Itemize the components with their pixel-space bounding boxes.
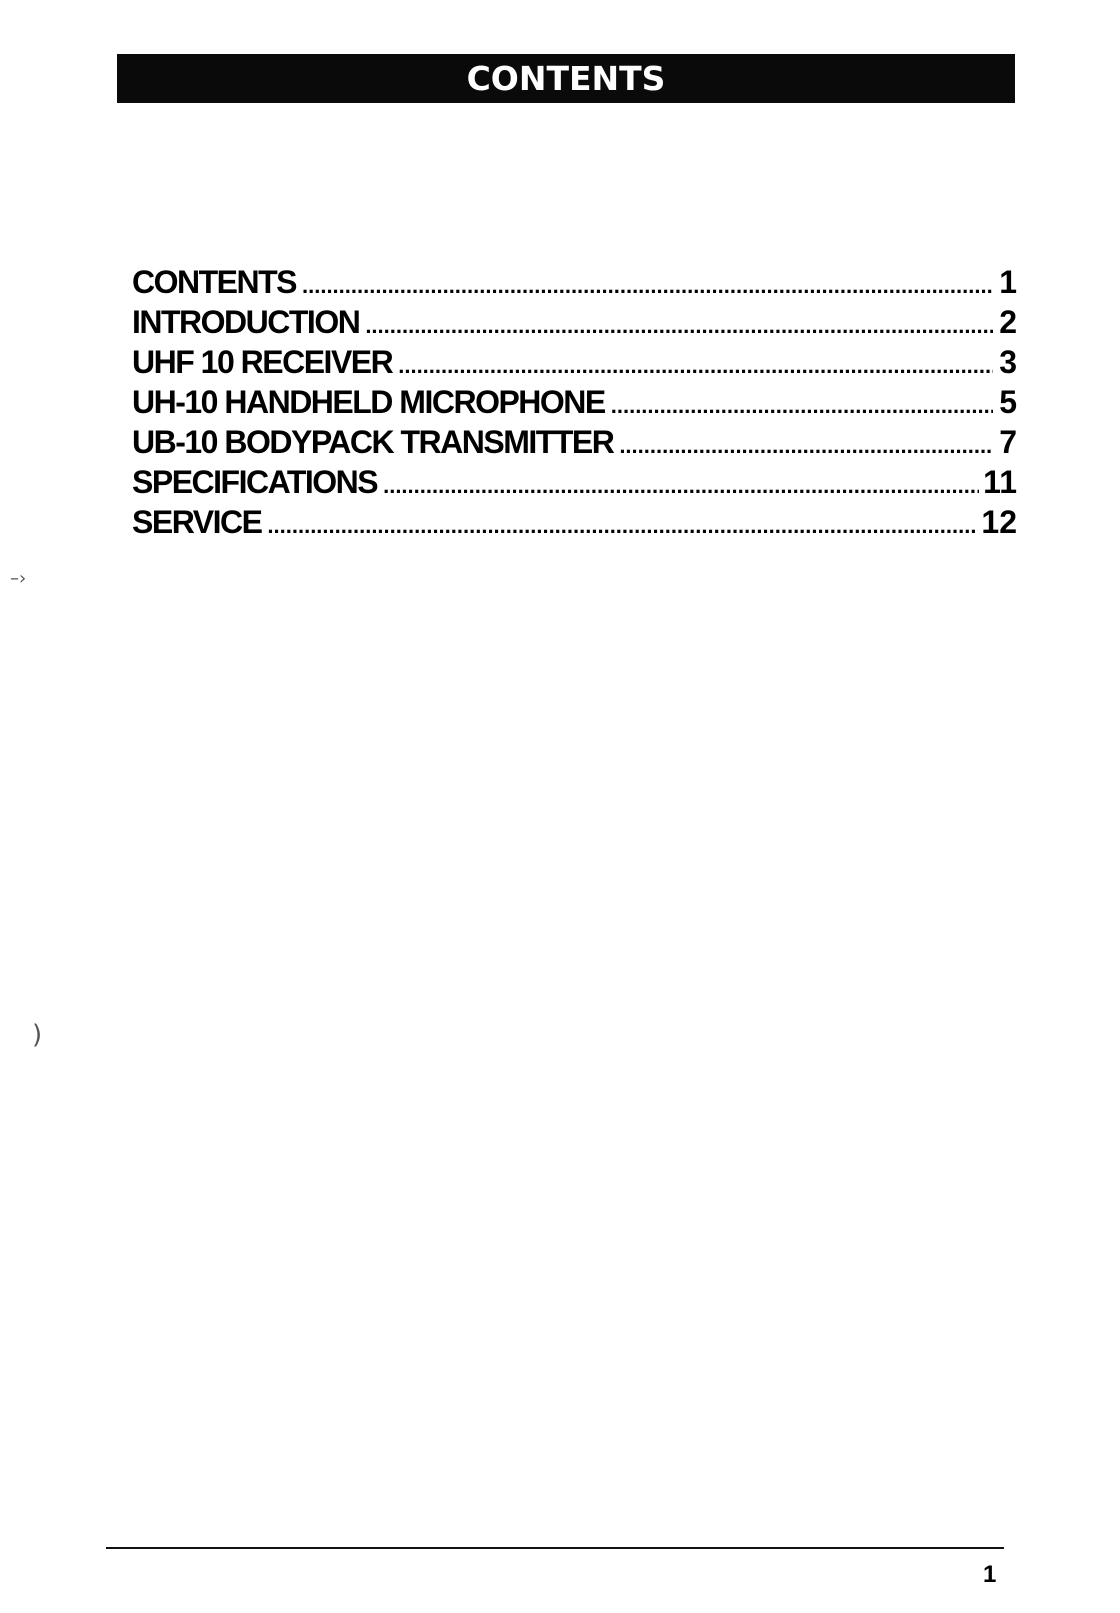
margin-paren-mark: ) — [32, 1020, 43, 1050]
toc-dot-leader — [365, 306, 993, 346]
toc-entry-service[interactable] — [132, 502, 1017, 542]
toc-entry-title: SERVICE — [132, 504, 262, 540]
toc-dot-leader — [302, 266, 993, 306]
toc-entry-title: INTRODUCTION — [132, 304, 360, 340]
toc-dot-leader — [611, 386, 993, 426]
toc-entry-introduction[interactable] — [132, 302, 1017, 342]
toc-entry-page: 7 — [999, 424, 1017, 460]
toc-entry-page: 12 — [981, 504, 1017, 540]
toc-entry-title: UB-10 BODYPACK TRANSMITTER — [132, 424, 614, 460]
toc-entry-title: UH-10 HANDHELD MICROPHONE — [132, 384, 605, 420]
table-of-contents — [132, 262, 1017, 542]
toc-entry-ub10-bodypack-transmitter[interactable] — [132, 422, 1017, 462]
toc-entry-page: 2 — [999, 304, 1017, 340]
toc-entry-title: CONTENTS — [132, 264, 296, 300]
toc-entry-page: 3 — [999, 344, 1017, 380]
toc-entry-title: UHF 10 RECEIVER — [132, 344, 393, 380]
margin-arrow-mark: –› — [10, 568, 27, 589]
toc-dot-leader — [398, 346, 993, 386]
toc-entry-uh10-handheld-microphone[interactable] — [132, 382, 1017, 422]
toc-entry-page: 5 — [999, 384, 1017, 420]
toc-dot-leader — [619, 426, 993, 466]
toc-entry-page: 1 — [999, 264, 1017, 300]
toc-entry-page: 11 — [983, 464, 1017, 500]
contents-header-bar — [117, 54, 1015, 103]
toc-entry-title: SPECIFICATIONS — [132, 464, 378, 500]
toc-entry-uhf10-receiver[interactable] — [132, 342, 1017, 382]
page-number: 1 — [983, 1561, 997, 1588]
toc-entry-contents[interactable] — [132, 262, 1017, 302]
page-title: CONTENTS — [466, 59, 666, 98]
footer-divider — [106, 1547, 1004, 1549]
toc-dot-leader — [267, 506, 977, 546]
toc-dot-leader — [383, 466, 979, 506]
toc-entry-specifications[interactable] — [132, 462, 1017, 502]
